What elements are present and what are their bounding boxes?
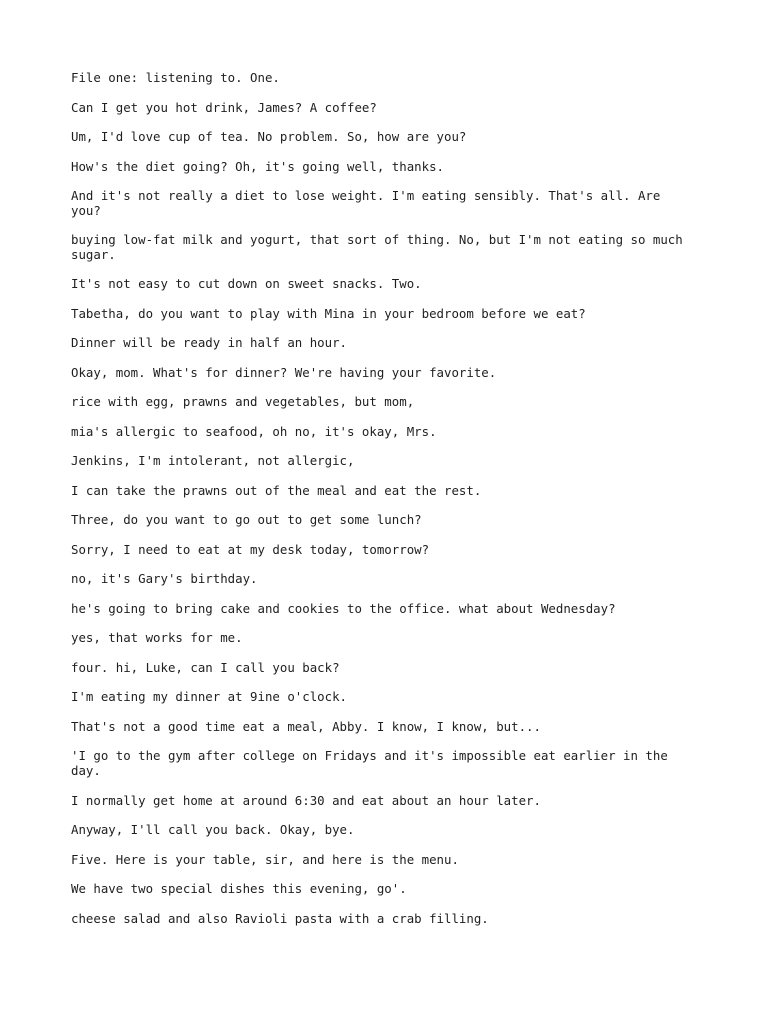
transcript-line: Okay, mom. What's for dinner? We're having your favorite. [71,364,497,380]
transcript-line: I can take the prawns out of the meal and eat the rest. [71,482,482,498]
transcript-line: Tabetha, do you want to play with Mina in your bedroom before we eat? [71,305,586,321]
transcript-line: It's not easy to cut down on sweet snacks. Two. [71,276,422,292]
transcript-line: rice with egg, prawns and vegetables, but mom, [71,394,415,410]
transcript-line: mia's allergic to seafood, oh no, it's okay, Mrs. [71,423,437,439]
transcript-line: Anyway, I'll call you back. Okay, bye. [71,822,355,838]
transcript-line: That's not a good time eat a meal, Abby. I know, I know, but... [71,718,541,734]
transcript-line: We have two special dishes this evening, go'. [71,881,407,897]
transcript-line: Dinner will be ready in half an hour. [71,335,348,351]
transcript-line: buying low-fat milk and yogurt, that sort of thing. No, but I'm not eating so much sugar. [71,232,691,262]
transcript-line: Sorry, I need to eat at my desk today, tomorrow? [71,541,430,557]
transcript-line: I'm eating my dinner at 9ine o'clock. [71,689,348,705]
transcript-line: he's going to bring cake and cookies to the office. what about Wednesday? [71,600,616,616]
transcript-line: four. hi, Luke, can I call you back? [71,659,340,675]
transcript-line: I normally get home at around 6:30 and eat about an hour later. [71,792,541,808]
transcript-line: Three, do you want to go out to get some lunch? [71,512,422,528]
transcript-line: How's the diet going? Oh, it's going well, thanks. [71,158,444,174]
transcript-line: Um, I'd love cup of tea. No problem. So, how are you? [71,129,467,144]
transcript-line: Jenkins, I'm intolerant, not allergic, [71,453,355,469]
transcript-line: Five. Here is your table, sir, and here is the menu. [71,851,459,867]
transcript-line: cheese salad and also Ravioli pasta with a crab filling. [71,910,489,926]
transcript-line: 'I go to the gym after college on Fridays and it's impossible eat earlier in the day. [71,748,676,779]
transcript-line: no, it's Gary's birthday. [71,571,258,587]
transcript-page [71,71,696,941]
transcript-line: File one: listening to. One. [71,70,280,85]
transcript-line: And it's not really a diet to lose weight. I'm eating sensibly. That's all. Are you? [71,188,668,218]
transcript-line: yes, that works for me. [71,630,243,646]
transcript-line: Can I get you hot drink, James? A coffee? [71,99,377,115]
